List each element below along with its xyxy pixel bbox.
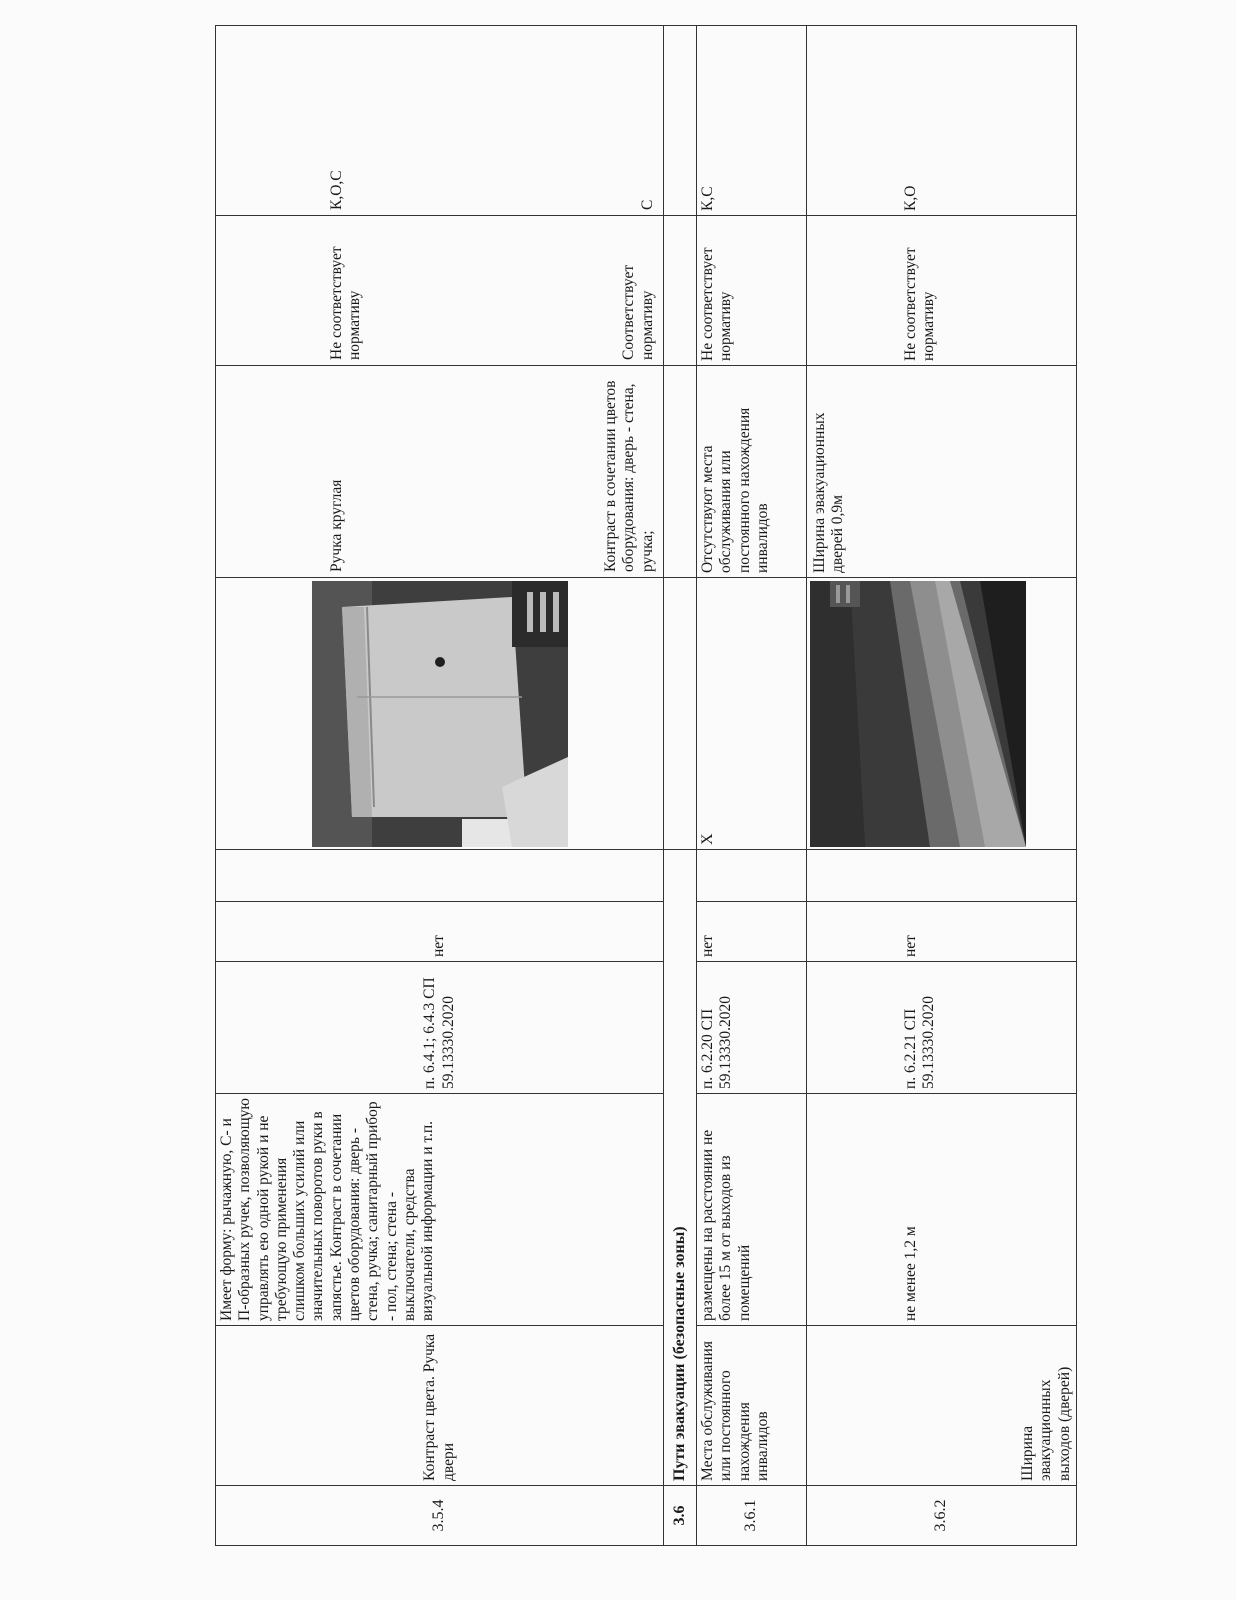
section-title: Пути эвакуации (безопасные зоны) (664, 850, 697, 1486)
row-number: 3.5.4 (216, 1486, 664, 1546)
rotated-table-container (215, 76, 1085, 1546)
photo-cell (807, 578, 1077, 850)
category-cell (216, 26, 664, 216)
table-row (807, 26, 1077, 1546)
accessibility-table (215, 25, 1077, 1546)
norm-reference: п. 6.4.1; 6.4.3 СП 59.13330.2020 (216, 962, 664, 1094)
requirement-text: Имеет форму: рычажную, С- и П-образных ручек, позволяющую управлять ею одной рукой и не требующую применения слишком больших усилий или значительных поворотов руки в запястье. Контраст в сочетании цветов оборудования: дверь - стена, ручка; санитарный прибор - пол, стена; стена - выключатели, средства визуальной информации и т.п. (216, 1094, 664, 1326)
photo-mark: Х (697, 578, 807, 850)
empty-cell (664, 366, 697, 578)
fact-text: Отсутствуют места обслуживания или постоянного нахождения инвалидов (697, 366, 807, 578)
norm-reference: п. 6.2.21 СП 59.13330.2020 (807, 962, 1077, 1094)
status-cell (216, 216, 664, 366)
presence-value: нет (697, 902, 807, 962)
section-number: 3.6 (664, 1486, 697, 1546)
norm-reference: п. 6.2.20 СП 59.13330.2020 (697, 962, 807, 1094)
table-row (216, 26, 664, 1546)
photo-cell (216, 578, 664, 850)
section-row (664, 26, 697, 1546)
table-row (697, 26, 807, 1546)
empty-cell (807, 850, 1077, 902)
row-number: 3.6.2 (807, 1486, 1077, 1546)
requirement-text: не менее 1,2 м (807, 1094, 1077, 1326)
status-text: Не соответствует нормативу (807, 216, 1077, 366)
fact-text: Ручка круглая (328, 479, 345, 572)
category-text: К,О,С (328, 170, 345, 210)
category-text: К,С (697, 26, 807, 216)
fact-text: Ширина эвакуационных дверей 0,9м (807, 366, 1077, 578)
presence-value: нет (216, 902, 664, 962)
fact-cell (216, 366, 664, 578)
corridor-photo (810, 581, 1026, 847)
empty-cell (216, 850, 664, 902)
category-text: С (638, 199, 656, 210)
item-name: Контраст цвета. Ручка двери (216, 1326, 664, 1486)
status-text: Соответствует нормативу (620, 264, 656, 360)
category-text: К,О (807, 26, 1077, 216)
row-number: 3.6.1 (697, 1486, 807, 1546)
empty-cell (664, 578, 697, 850)
status-text: Не соответствует нормативу (697, 216, 807, 366)
requirement-text: размещены на расстоянии не более 15 м от выходов из помещений (697, 1094, 807, 1326)
fact-text: Контраст в сочетании цветов оборудования: дверь - стена, ручка; (602, 380, 656, 572)
item-name: Места обслуживания или постоянного нахождения инвалидов (697, 1326, 807, 1486)
presence-value: нет (807, 902, 1077, 962)
empty-cell (664, 216, 697, 366)
empty-cell (664, 26, 697, 216)
door-photo (312, 581, 568, 847)
item-name: Ширина эвакуационных выходов (дверей) (807, 1326, 1077, 1486)
status-text: Не соответствует нормативу (328, 246, 364, 360)
empty-cell (697, 850, 807, 902)
